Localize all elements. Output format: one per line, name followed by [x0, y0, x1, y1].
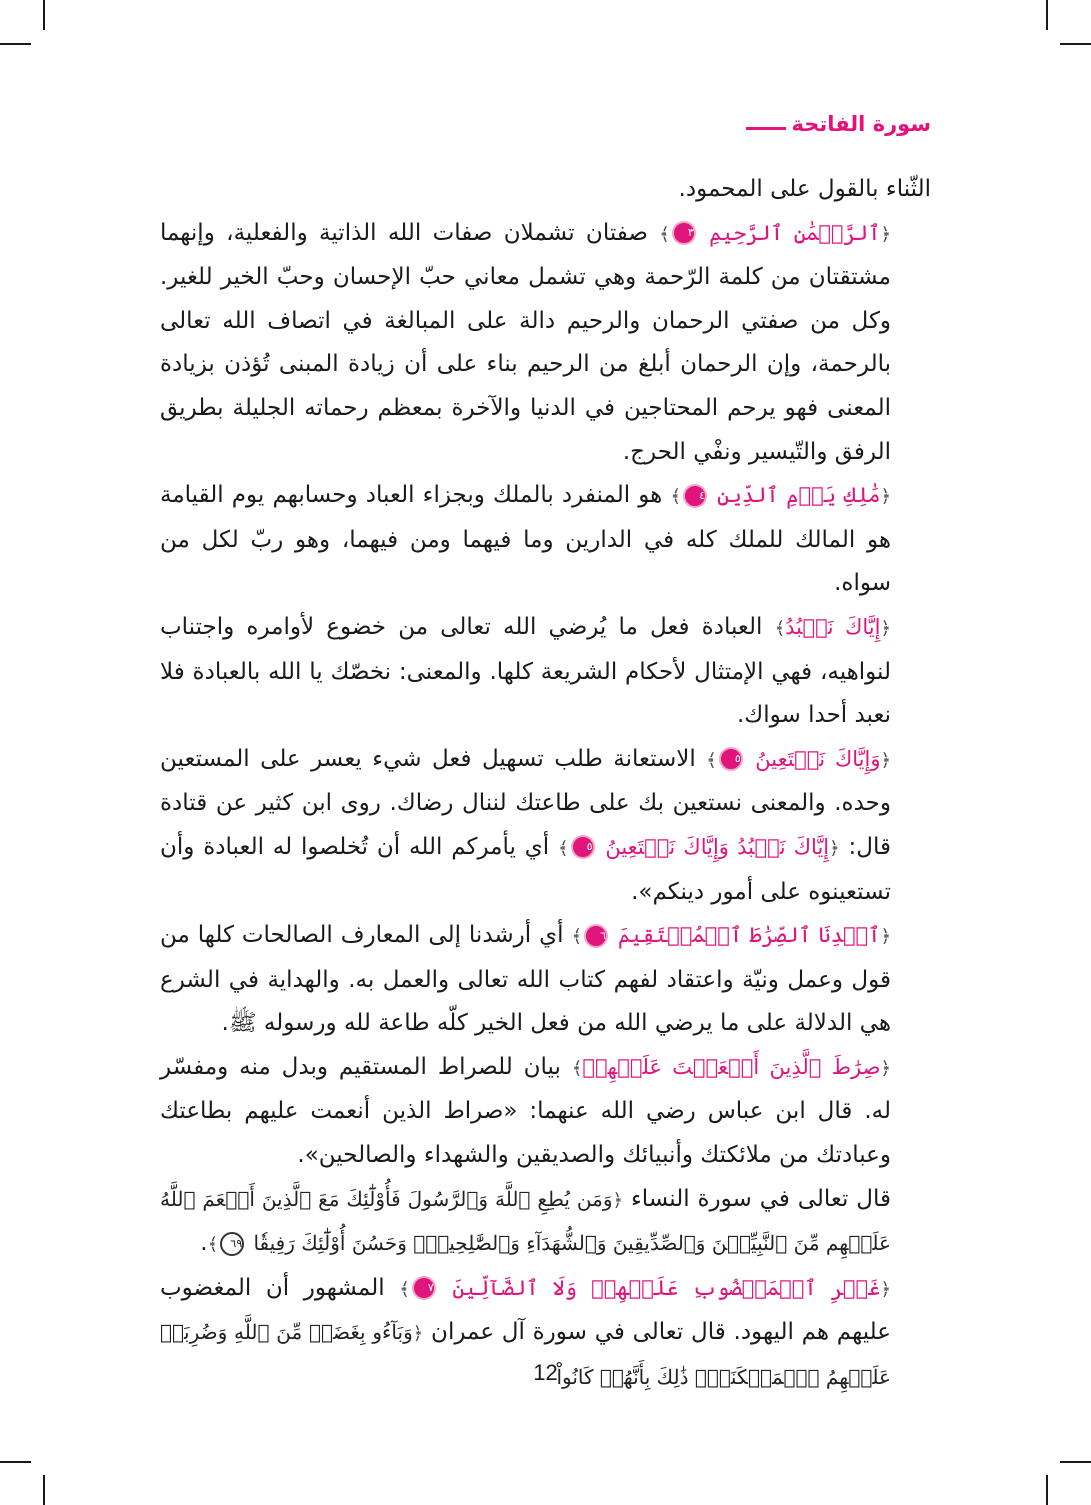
- paragraph-text: المشهور أن المغضوب عليهم هم اليهود. قال تعالى في سورة آل عمران: [160, 1274, 891, 1346]
- page-number: 12: [533, 1360, 558, 1385]
- bracket-close: ﴾: [774, 617, 786, 639]
- bracket-close: ﴾: [706, 749, 717, 771]
- paragraph-text: أي يأمركم الله أن تُخلصوا له العبادة وأن تستعينوه على أمور دينكم».: [160, 833, 891, 905]
- paragraph: [160, 168, 931, 212]
- verse-text: وَإِيَّاكَ نَسۡتَعِينُ: [755, 746, 881, 771]
- ayah-marker-icon: ٣: [672, 221, 696, 245]
- crop-mark: [1046, 1475, 1048, 1505]
- ayah-marker-icon: ٦: [584, 924, 608, 948]
- paragraph-text: قال تعالى في سورة النساء: [630, 1185, 892, 1212]
- crop-mark: [43, 1475, 45, 1505]
- paragraph-text: العبادة فعل ما يُرضي الله تعالى من خضوع لأوامره واجتناب لنواهيه، فهي الإمتثال لأحكام الشريعة كلها. والمعنى: نخصّك يا الله بالعبادة فلا نعبد أحدا سواك.: [160, 613, 891, 729]
- paragraph: [160, 1178, 931, 1267]
- ayah-marker-icon: ٧: [412, 1276, 436, 1300]
- bracket-open: ﴿: [880, 617, 891, 639]
- crop-mark: [1060, 1461, 1091, 1463]
- paragraph-text: الاستعانة طلب تسهيل فعل شيء يعسر على المستعين وحده. والمعنى نستعين بك على طاعتك لننال رضاك. روى ابن كثير عن قتادة قال:: [160, 745, 891, 860]
- ayah-marker-icon: ٤: [683, 484, 707, 508]
- verse-text: إِيَّاكَ نَعۡبُدُ: [785, 614, 881, 639]
- paragraph-text: هو المنفرد بالملك وبجزاء العباد وحسابهم يوم القيامة هو المالك للملك كله في الدارين وما فيهما ومن فيهما، وهو ربّ لكل من سواه.: [160, 482, 891, 597]
- bracket-close: ﴾: [207, 1234, 219, 1256]
- verse-text: ٱهۡدِنَا ٱلصِّرَٰطَ ٱلۡمُسۡتَقِيمَ: [617, 923, 881, 948]
- bracket-close: ﴾: [557, 837, 569, 859]
- paragraph-text: صفتان تشملان صفات الله الذاتية والفعلية، وإنهما مشتقتان من كلمة الرّحمة وهي تشمل معاني حبّ الإحسان وحبّ الخير للغير. وكل من صفتي الرحمان والرحيم دالة على المبالغة في اتصاف الله تعالى بالرحمة، وإن الرحمان أبلغ من الرحيم بناء على أن زيادة المبنى تُؤذن بزيادة المعنى فهو يرحم المحتاجين في الدنيا والآخرة بمعظم رحماته الجليلة بطريق الرفق والتّيسير ونفْي الحرج.: [160, 219, 891, 465]
- ayah-marker-icon: ٦٩: [220, 1232, 244, 1256]
- running-head-title: سورة الفاتحة: [791, 112, 931, 136]
- paragraph: [160, 212, 931, 475]
- bracket-close: ﴾: [670, 486, 681, 508]
- paragraph-text: .: [200, 1230, 208, 1257]
- paragraph-text: الثّناء بالقول على المحمود.: [678, 176, 931, 202]
- paragraph: [160, 606, 931, 738]
- bracket-open: ﴿: [880, 1057, 892, 1079]
- bracket-close: ﴾: [571, 926, 582, 948]
- ayah-marker-icon: ٥: [719, 747, 743, 771]
- quran-quote: وَمَن يُطِعِ ٱللَّهَ وَٱلرَّسُولَ فَأُوْلَٰٓئِكَ مَعَ ٱلَّذِينَ أَنۡعَمَ ٱللَّهُ عَلَيۡهِم مِّنَ ٱلنَّبِيِّـۧنَ وَٱلصِّدِّيقِينَ وَٱلشُّهَدَآءِ وَٱلصَّٰلِحِينَۚ وَحَسُنَ أُوْلَٰٓئِكَ رَفِيقٗا: [160, 1186, 891, 1256]
- verse-text: غَيۡرِ ٱلۡمَغۡضُوبِ عَلَيۡهِمۡ وَلَا ٱلضَّآلِّينَ: [452, 1275, 881, 1300]
- verse-text: ٱلرَّحۡمَٰنِ ٱلرَّحِيمِ: [709, 220, 881, 245]
- paragraph: [160, 1046, 931, 1178]
- quran-quote: وَبَآءُو بِغَضَبٖ مِّنَ ٱللَّهِ وَضُرِبَتۡ عَلَيۡهِمُ ٱلۡمَسۡكَنَةُۚ ذَٰلِكَ بِأَنَّهُمۡ كَانُواْ: [160, 1320, 891, 1390]
- bracket-open: ﴿: [880, 926, 891, 948]
- crop-mark: [1046, 0, 1048, 30]
- running-head: [746, 112, 931, 136]
- bracket-open: ﴿: [880, 223, 891, 245]
- bracket-open: ﴿: [412, 1323, 424, 1345]
- crop-mark: [1060, 43, 1091, 45]
- verse-text: إِيَّاكَ نَعۡبُدُ وَإِيَّاكَ نَسۡتَعِينُ: [605, 834, 830, 859]
- bracket-close: ﴾: [659, 223, 670, 245]
- bracket-close: ﴾: [399, 1278, 410, 1300]
- bracket-open: ﴿: [829, 837, 840, 859]
- paragraph: [160, 474, 931, 606]
- paragraph: [160, 738, 931, 914]
- bracket-open: ﴿: [880, 1278, 891, 1300]
- bracket-open: ﴿: [612, 1189, 624, 1211]
- bracket-open: ﴿: [880, 749, 892, 771]
- verse-text: صِرَٰطَ ٱلَّذِينَ أَنۡعَمۡتَ عَلَيۡهِمۡ: [582, 1054, 881, 1079]
- bracket-open: ﴿: [880, 486, 892, 508]
- bracket-close: ﴾: [571, 1057, 583, 1079]
- ayah-marker-icon: ٥: [571, 835, 595, 859]
- page-body: [160, 168, 931, 1400]
- crop-mark: [0, 43, 31, 45]
- crop-mark: [0, 1461, 31, 1463]
- running-head-rule: [746, 127, 786, 130]
- crop-mark: [43, 0, 45, 30]
- paragraph-text: بيان للصراط المستقيم وبدل منه ومفسّر له. قال ابن عباس رضي الله عنهما: «صراط الذين أنعمت عليهم بطاعتك وعبادتك من ملائكتك وأنبيائك والصديقين والشهداء والصالحين».: [160, 1053, 891, 1169]
- paragraph: [160, 914, 931, 1046]
- paragraph-text: أي أرشدنا إلى المعارف الصالحات كلها من قول وعمل ونيّة واعتقاد لفهم كتاب الله تعالى والعمل به. والهداية في الشرع هي الدلالة على ما يرضي الله من فعل الخير كلّه طاعة لله ورسوله ﷺ.: [160, 922, 891, 1037]
- verse-text: مَٰلِكِ يَوۡمِ ٱلدِّينِ: [717, 483, 881, 508]
